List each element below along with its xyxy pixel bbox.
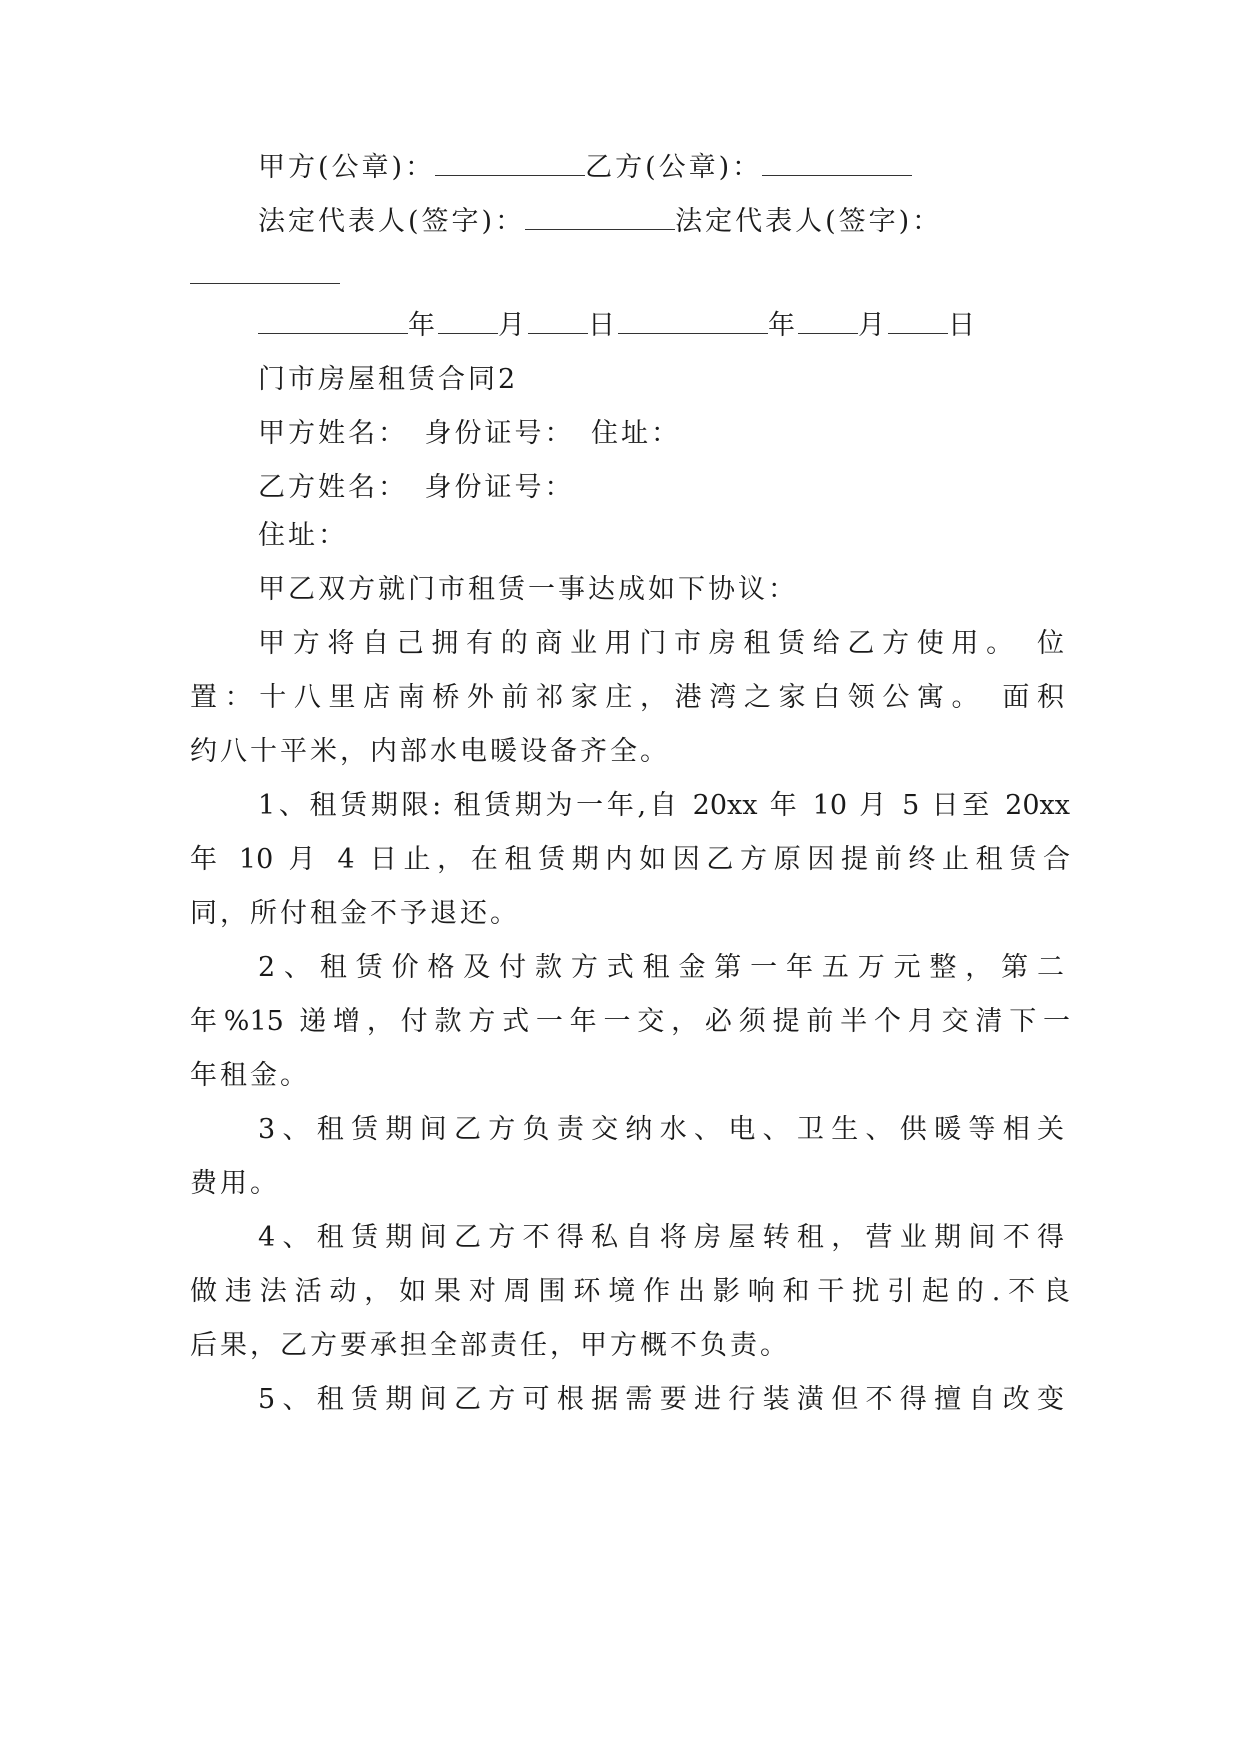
location-line-1: 甲方将自己拥有的商业用门市房租赁给乙方使用。 位 [258,628,1070,659]
clause2-line-3: 年租金。 [190,1060,310,1091]
party-b-seal-blank [762,153,912,176]
party-a-seal-label: 甲方(公章)： [258,152,436,183]
clause2-line-2: 年%15 递增，付款方式一年一交，必须提前半个月交清下一 [190,1006,1070,1037]
clause4-line-3: 后果，乙方要承担全部责任，甲方概不负责。 [190,1330,790,1361]
location-line-2: 置：十八里店南桥外前祁家庄，港湾之家白领公寓。 面积 [190,682,1070,713]
date-a-month: 月 [498,310,528,341]
clause2-line-1: 2、租赁价格及付款方式租金第一年五万元整，第二 [258,952,1070,983]
contract-title: 门市房屋租赁合同2 [258,364,519,395]
date-a-day-blank [528,311,588,334]
date-b-year: 年 [768,310,798,341]
date-line [258,306,1070,346]
date-b-day-blank [888,311,948,334]
party-b-info: 乙方姓名： 身份证号： [258,472,575,503]
rep-b-blank [190,261,340,284]
rep-a-blank [525,207,675,230]
date-b-month-blank [798,311,858,334]
date-b-month: 月 [858,310,888,341]
rep-b-blank-line [190,256,1070,296]
party-b-address: 住址： [258,520,348,551]
agreement-intro: 甲乙双方就门市租赁一事达成如下协议： [258,574,798,605]
clause1-line-1: 1、租赁期限: 租赁期为一年,自 20xx 年 10 月 5 日至 20xx [258,790,1070,821]
rep-a-label: 法定代表人(签字)： [258,206,526,237]
clause5-line-1: 5、租赁期间乙方可根据需要进行装潢但不得擅自改变 [258,1384,1070,1415]
clause3-line-2: 费用。 [190,1168,280,1199]
party-b-seal-label: 乙方(公章)： [585,152,763,183]
party-a-seal-blank [435,153,585,176]
date-b-year-blank [618,311,768,334]
party-a-info: 甲方姓名： 身份证号： 住址： [258,418,681,449]
date-b-day: 日 [948,310,978,341]
date-a-day: 日 [588,310,618,341]
clause4-line-1: 4、租赁期间乙方不得私自将房屋转租，营业期间不得 [258,1222,1070,1253]
rep-b-label: 法定代表人(签字)： [675,206,943,237]
date-a-year: 年 [408,310,438,341]
seal-line [258,148,1070,188]
location-line-3: 约八十平米，内部水电暖设备齐全。 [190,736,670,767]
clause4-line-2: 做违法活动，如果对周围环境作出影响和干扰引起的.不良 [190,1276,1070,1307]
date-a-month-blank [438,311,498,334]
clause3-line-1: 3、租赁期间乙方负责交纳水、电、卫生、供暖等相关 [258,1114,1070,1145]
representative-line [258,202,1070,242]
clause1-line-3: 同，所付租金不予退还。 [190,898,520,929]
date-a-year-blank [258,311,408,334]
clause1-line-2: 年 10 月 4 日止，在租赁期内如因乙方原因提前终止租赁合 [190,844,1070,875]
